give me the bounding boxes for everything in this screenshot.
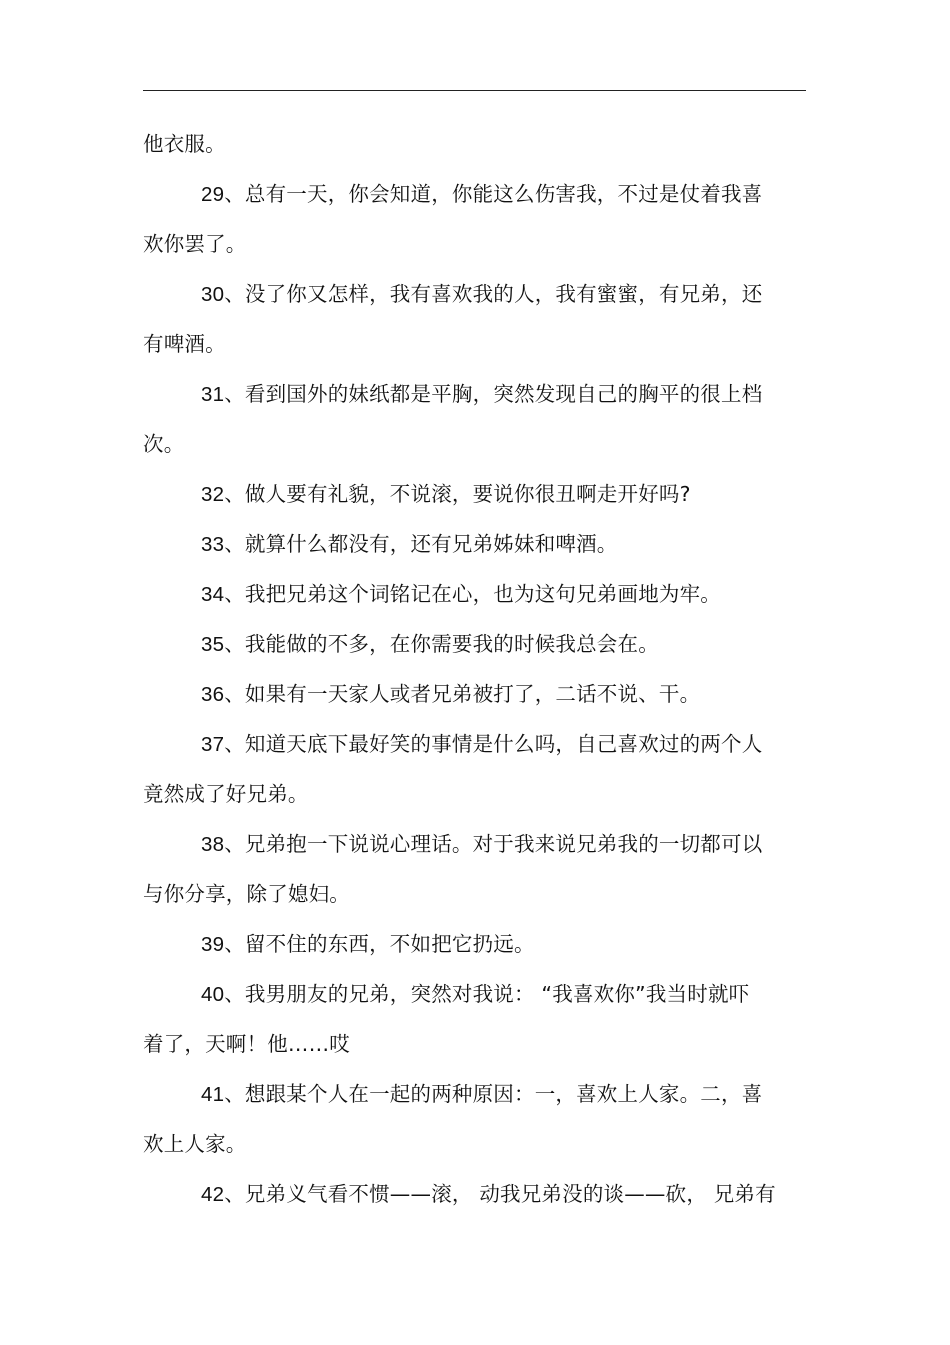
text-line: 他衣服。 bbox=[143, 132, 226, 156]
text-line: 欢你罢了。 bbox=[143, 232, 247, 256]
text-line: 39、留不住的东西，不如把它扔远。 bbox=[201, 932, 535, 956]
header-rule bbox=[143, 90, 806, 91]
text-line: 着了，天啊！他……哎 bbox=[143, 1032, 350, 1056]
text-line: 竟然成了好兄弟。 bbox=[143, 782, 309, 806]
text-line: 33、就算什么都没有，还有兄弟姊妹和啤酒。 bbox=[201, 532, 618, 556]
text-line: 38、兄弟抱一下说说心理话。对于我来说兄弟我的一切都可以 bbox=[201, 832, 763, 856]
text-line: 42、兄弟义气看不惯——滚， 动我兄弟没的谈——砍， 兄弟有 bbox=[201, 1182, 776, 1206]
text-line: 35、我能做的不多，在你需要我的时候我总会在。 bbox=[201, 632, 659, 656]
text-line: 36、如果有一天家人或者兄弟被打了，二话不说、干。 bbox=[201, 682, 701, 706]
text-line: 与你分享，除了媳妇。 bbox=[143, 882, 350, 906]
text-line: 30、没了你又怎样，我有喜欢我的人，我有蜜蜜，有兄弟，还 bbox=[201, 282, 763, 306]
text-line: 有啤酒。 bbox=[143, 332, 226, 356]
text-line: 次。 bbox=[143, 432, 185, 456]
text-line: 29、总有一天，你会知道，你能这么伤害我，不过是仗着我喜 bbox=[201, 182, 763, 206]
text-line: 41、想跟某个人在一起的两种原因：一，喜欢上人家。二，喜 bbox=[201, 1082, 763, 1106]
text-line: 欢上人家。 bbox=[143, 1132, 247, 1156]
text-line: 40、我男朋友的兄弟，突然对我说： “我喜欢你”我当时就吓 bbox=[201, 982, 750, 1006]
text-line: 31、看到国外的妹纸都是平胸，突然发现自己的胸平的很上档 bbox=[201, 382, 763, 406]
text-line: 37、知道天底下最好笑的事情是什么吗，自己喜欢过的两个人 bbox=[201, 732, 763, 756]
text-line: 34、我把兄弟这个词铭记在心，也为这句兄弟画地为牢。 bbox=[201, 582, 722, 606]
text-line: 32、做人要有礼貌，不说滚，要说你很丑啊走开好吗? bbox=[201, 482, 691, 506]
